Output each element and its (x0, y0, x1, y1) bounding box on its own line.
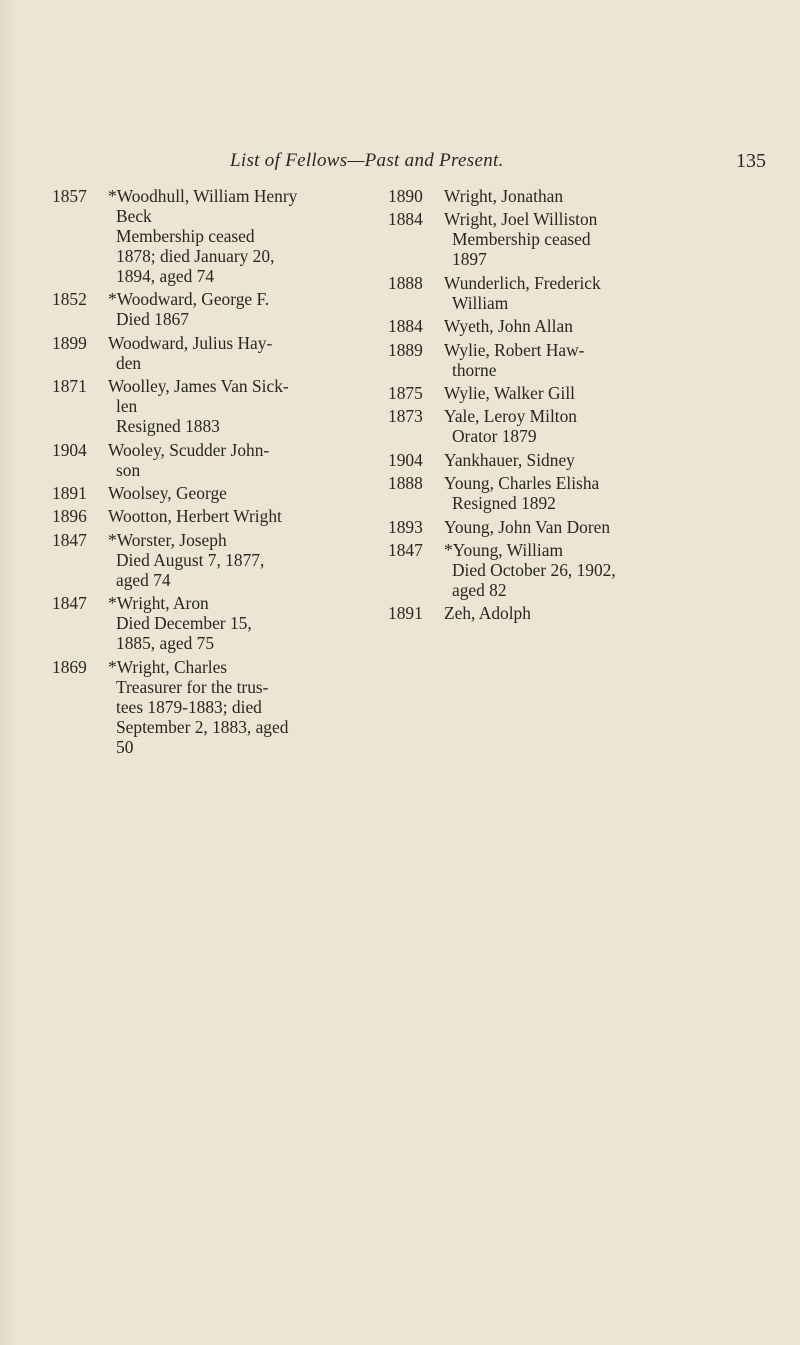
entry-note: Membership ceased (452, 229, 591, 250)
entry-body (108, 376, 372, 436)
entry-body (108, 530, 372, 590)
fellow-name: Wyeth, John Allan (444, 316, 573, 337)
fellow-entry (52, 186, 372, 286)
fellow-name: Wylie, Robert Haw- (444, 339, 585, 360)
entry-note: 1885, aged 75 (116, 633, 215, 654)
entry-note: Resigned 1883 (116, 416, 220, 437)
election-year: 1884 (388, 316, 423, 337)
entry-note: tees 1879-1883; died (116, 696, 262, 717)
fellow-name: Wunderlich, Frederick (444, 272, 601, 293)
left-column (52, 186, 372, 760)
election-year: 1888 (388, 272, 423, 293)
election-year: 1847 (52, 529, 87, 550)
election-year: 1899 (52, 332, 87, 353)
election-year: 1888 (388, 473, 423, 494)
fellow-entry (52, 440, 372, 480)
entry-note: Resigned 1892 (452, 493, 556, 514)
entry-body (108, 593, 372, 653)
running-header: List of Fellows—Past and Present. (230, 150, 504, 171)
entry-body (444, 540, 798, 600)
fellow-entry (388, 450, 798, 470)
entry-body (444, 209, 798, 269)
entry-note: Treasurer for the trus- (116, 676, 269, 697)
entry-note: Orator 1879 (452, 426, 537, 447)
election-year: 1847 (388, 539, 423, 560)
fellow-entry (388, 383, 798, 403)
fellow-entry (388, 186, 798, 206)
entry-note: Beck (116, 206, 152, 226)
entry-body (444, 603, 798, 623)
fellow-name: *Woodhull, William Henry (108, 186, 298, 206)
election-year: 1884 (388, 209, 423, 230)
election-year: 1873 (388, 406, 423, 427)
entry-body (108, 333, 372, 373)
entry-body (444, 473, 798, 513)
fellow-name: Zeh, Adolph (444, 603, 531, 624)
election-year: 1875 (388, 382, 423, 403)
election-year: 1891 (388, 603, 423, 624)
election-year: 1896 (52, 506, 87, 527)
fellow-name: Wooley, Scudder John- (108, 439, 270, 460)
entry-note: William (452, 292, 509, 313)
page-number: 135 (736, 150, 766, 172)
entry-note: son (116, 459, 141, 480)
election-year: 1889 (388, 339, 423, 360)
entry-note: len (116, 396, 138, 417)
election-year: 1904 (52, 439, 87, 460)
fellow-entry (52, 530, 372, 590)
entry-body (108, 506, 372, 526)
fellow-entry (52, 289, 372, 329)
fellow-name: Yale, Leroy Milton (444, 406, 578, 427)
fellow-name: Wylie, Walker Gill (444, 382, 576, 403)
entry-body (444, 340, 798, 380)
election-year: 1893 (388, 516, 423, 537)
entry-body (444, 517, 798, 537)
entry-note: Died October 26, 1902, (452, 559, 616, 580)
election-year: 1904 (388, 449, 423, 470)
entry-body (444, 383, 798, 403)
fellow-name: Woodward, Julius Hay- (108, 332, 273, 353)
entry-body (108, 289, 372, 329)
fellow-entry (388, 473, 798, 513)
fellow-entry (388, 340, 798, 380)
fellow-entry (388, 540, 798, 600)
entry-note: thorne (452, 359, 497, 380)
election-year: 1871 (52, 376, 87, 397)
election-year: 1857 (52, 186, 87, 206)
fellow-entry (52, 333, 372, 373)
entry-body (444, 406, 798, 446)
entry-note: 1897 (452, 249, 487, 270)
fellow-name: Woolley, James Van Sick- (108, 376, 289, 397)
entry-note: den (116, 352, 142, 373)
fellow-entry (388, 603, 798, 623)
fellow-name: *Woodward, George F. (108, 289, 270, 310)
fellow-entry (52, 657, 372, 757)
fellow-entry (388, 517, 798, 537)
entry-body (444, 316, 798, 336)
fellow-entry (388, 406, 798, 446)
entry-note: Died 1867 (116, 309, 189, 330)
right-column (388, 186, 798, 627)
election-year: 1847 (52, 593, 87, 614)
fellow-name: *Wright, Aron (108, 593, 209, 614)
election-year: 1890 (388, 186, 423, 206)
election-year: 1852 (52, 289, 87, 310)
entry-note: 1878; died January 20, (116, 246, 275, 266)
fellow-name: Young, John Van Doren (444, 516, 611, 537)
fellow-entry (52, 593, 372, 653)
fellow-name: Woolsey, George (108, 482, 227, 503)
fellow-name: Wright, Joel Williston (444, 209, 598, 230)
entry-body (444, 273, 798, 313)
entry-note: 1894, aged 74 (116, 266, 215, 286)
entry-body (108, 440, 372, 480)
fellow-name: Yankhauer, Sidney (444, 449, 575, 470)
fellow-name: *Young, William (444, 539, 563, 560)
fellow-entry (388, 316, 798, 336)
fellow-name: *Worster, Joseph (108, 529, 227, 550)
fellow-entry (52, 376, 372, 436)
entry-body (108, 483, 372, 503)
entry-body (108, 657, 372, 757)
entry-note: Membership ceased (116, 226, 255, 246)
entry-body (444, 186, 798, 206)
fellow-entry (52, 483, 372, 503)
election-year: 1869 (52, 656, 87, 677)
fellow-entry (388, 209, 798, 269)
entry-note: aged 74 (116, 569, 171, 590)
election-year: 1891 (52, 482, 87, 503)
entry-body (108, 186, 372, 286)
entry-note: 50 (116, 736, 134, 757)
fellow-entry (52, 506, 372, 526)
entry-note: aged 82 (452, 579, 507, 600)
fellow-name: Wright, Jonathan (444, 186, 564, 206)
fellow-name: Wootton, Herbert Wright (108, 506, 282, 527)
entry-note: Died August 7, 1877, (116, 549, 265, 570)
fellow-name: Young, Charles Elisha (444, 473, 600, 494)
entry-note: September 2, 1883, aged (116, 716, 289, 737)
fellow-entry (388, 273, 798, 313)
entry-body (444, 450, 798, 470)
fellow-name: *Wright, Charles (108, 656, 228, 677)
entry-note: Died December 15, (116, 613, 252, 634)
